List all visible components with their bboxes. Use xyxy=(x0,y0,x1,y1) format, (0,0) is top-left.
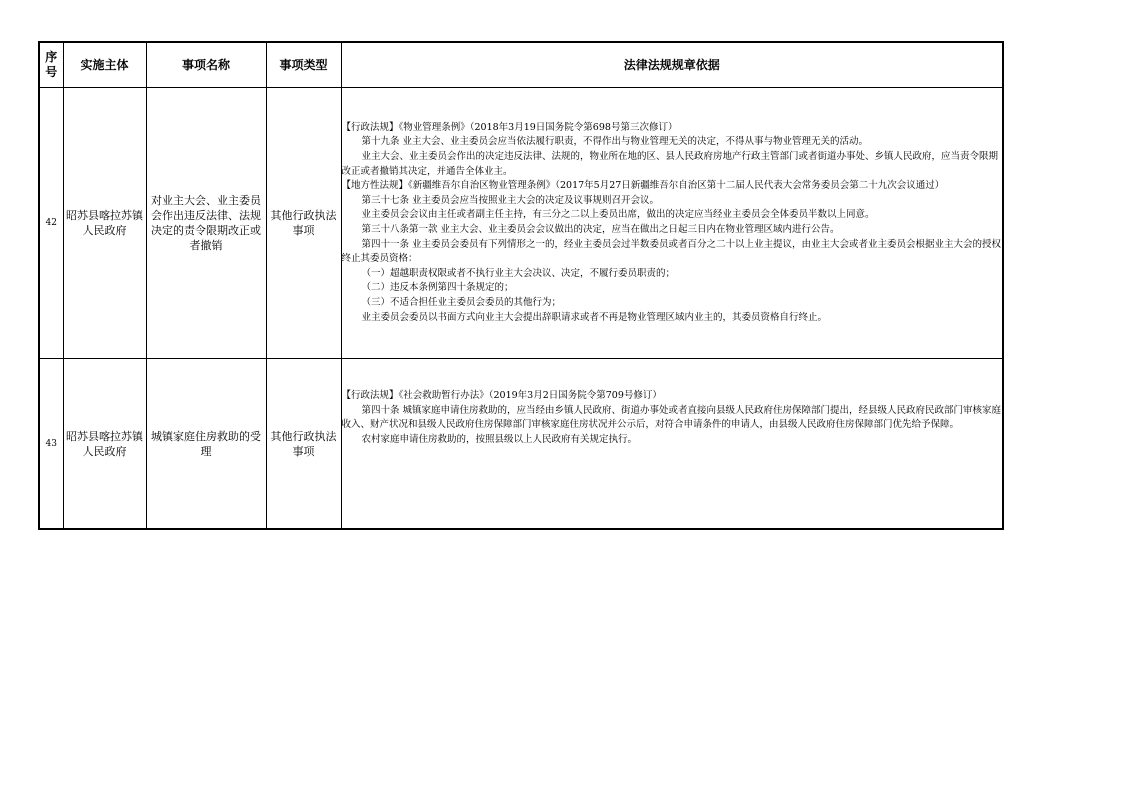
law-article: 第三十七条 业主委员会应当按照业主大会的决定及议事规则召开会议。 xyxy=(361,194,659,206)
law-article: 第四十条 城镇家庭申请住房救助的，应当经由乡镇人民政府、街道办事处或者直接向县级人民政府住房保障部门提出，经县级人民政府民政部门审核家庭收入、财产状况和县级人民政府住房保障部门审核家庭住房状况并公示后，对符合申请条件的申请人，由县级人民政府住房保障部门优先给予保障。 xyxy=(341,404,1001,431)
table-row xyxy=(39,88,1003,359)
row-item-type: 其他行政执法事项 xyxy=(266,359,341,530)
law-source-heading: 【行政法规】《社会救助暂行办法》（2019年3月2日国务院令第709号修订） xyxy=(341,390,662,401)
row-seq: 42 xyxy=(39,88,63,359)
law-source-heading: 【行政法规】《物业管理条例》（2018年3月19日国务院令第698号第三次修订） xyxy=(341,121,678,133)
row-item-type: 其他行政执法事项 xyxy=(266,88,341,359)
matters-table xyxy=(38,41,1004,530)
law-list-item: （一）超越职责权限或者不执行业主大会决议、决定，不履行委员职责的； xyxy=(361,267,675,279)
header-item-name: 事项名称 xyxy=(146,42,266,88)
law-source-heading: 【地方性法规】《新疆维吾尔自治区物业管理条例》（2017年5月27日新疆维吾尔自治区第十二届人民代表大会常务委员会第二十九次会议通过） xyxy=(341,180,945,192)
row-subject: 昭苏县喀拉苏镇人民政府 xyxy=(63,359,146,530)
law-article: 第四十一条 业主委员会委员有下列情形之一的，经业主委员会过半数委员或者百分之二十以上业主提议，由业主大会或者业主委员会根据业主大会的授权终止其委员资格： xyxy=(341,238,1001,265)
law-list-item: （三）不适合担任业主委员会委员的其他行为； xyxy=(361,296,561,308)
law-article: 第三十八条第一款 业主大会、业主委员会会议做出的决定，应当在做出之日起三日内在物业管理区域内进行公告。 xyxy=(361,224,840,235)
row-item-name: 对业主大会、业主委员会作出违反法律、法规决定的责令限期改正或者撤销 xyxy=(146,88,266,359)
law-article: 业主委员会委员以书面方式向业主大会提出辞职请求或者不再是物业管理区域内业主的，其委员资格自行终止。 xyxy=(361,311,827,323)
table-header-row xyxy=(39,42,1003,88)
header-item-type: 事项类型 xyxy=(266,42,341,88)
row-seq: 43 xyxy=(39,359,63,530)
header-seq: 序号 xyxy=(39,42,63,88)
law-list-item: （二）违反本条例第四十条规定的； xyxy=(361,282,514,294)
law-article: 业主大会、业主委员会作出的决定违反法律、法规的，物业所在地的区、县人民政府房地产行政主管部门或者街道办事处、乡镇人民政府，应当责令限期改正或者撤销其决定，并通告全体业主。 xyxy=(341,151,998,177)
row-legal-basis xyxy=(341,359,1003,530)
row-legal-basis xyxy=(341,88,1003,359)
row-subject: 昭苏县喀拉苏镇人民政府 xyxy=(63,88,146,359)
law-article: 农村家庭申请住房救助的，按照县级以上人民政府有关规定执行。 xyxy=(361,433,637,445)
header-subject: 实施主体 xyxy=(63,42,146,88)
row-item-name: 城镇家庭住房救助的受理 xyxy=(146,359,266,530)
law-article: 第十九条 业主大会、业主委员会应当依法履行职责，不得作出与物业管理无关的决定，不得从事与物业管理无关的活动。 xyxy=(361,136,868,148)
law-article: 业主委员会会议由主任或者副主任主持，有三分之二以上委员出席，做出的决定应当经业主委员会全体委员半数以上同意。 xyxy=(361,209,875,221)
table-row xyxy=(39,359,1003,530)
header-legal-basis: 法律法规规章依据 xyxy=(341,42,1003,88)
